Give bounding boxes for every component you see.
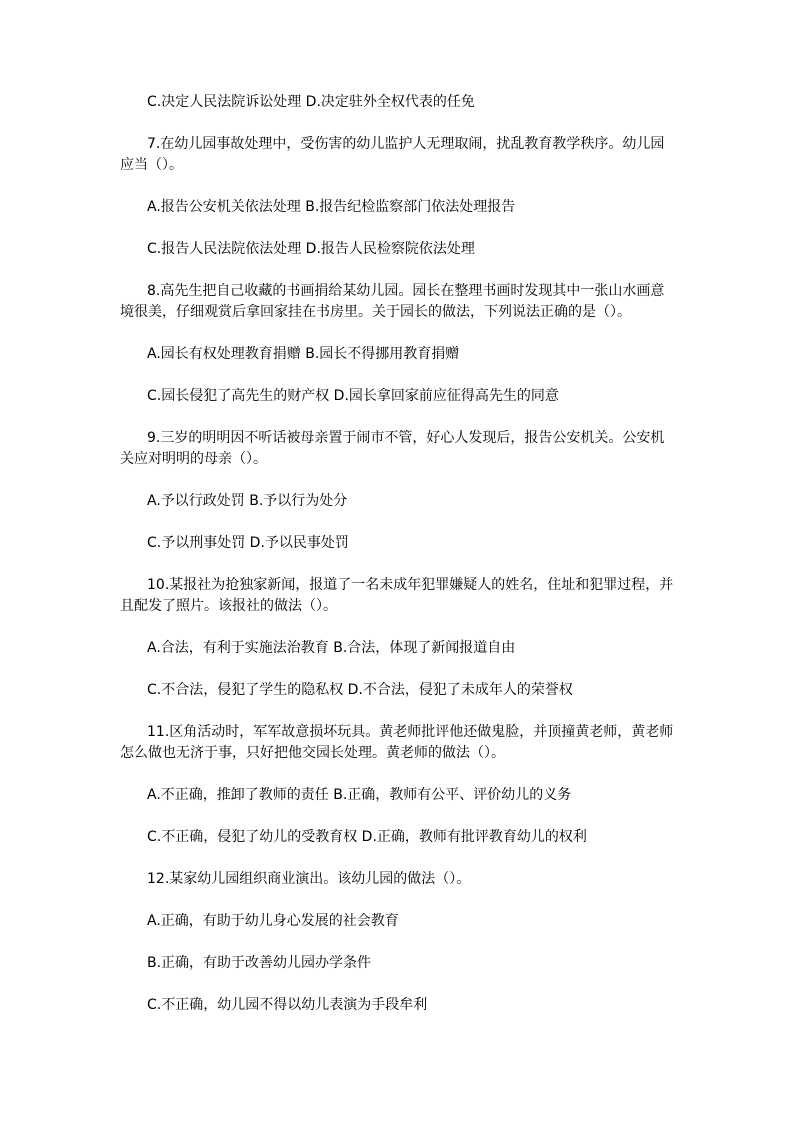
text-line: 9.三岁的明明因不听话被母亲置于闹市不管，好心人发现后，报告公安机关。公安机 — [147, 430, 665, 446]
paragraph — [120, 680, 680, 701]
paragraph — [120, 575, 680, 617]
paragraph — [120, 239, 680, 260]
text-line: A.园长有权处理教育捐赠 B.园长不得挪用教育捐赠 — [147, 346, 460, 362]
text-line: 怎么做也无济于事，只好把他交园长处理。黄老师的做法（）。 — [120, 745, 505, 761]
paragraph — [120, 785, 680, 806]
paragraph — [120, 722, 680, 764]
text-line: C.园长侵犯了高先生的财产权 D.园长拿回家前应征得高先生的同意 — [147, 388, 559, 404]
text-line: 境很美，仔细观赏后拿回家挂在书房里。关于园长的做法，下列说法正确的是（）。 — [120, 304, 631, 320]
text-line: C.报告人民法院依法处理 D.报告人民检察院依法处理 — [147, 241, 475, 257]
paragraph — [120, 638, 680, 659]
paragraph — [120, 491, 680, 512]
text-line: 10.某报社为抢独家新闻，报道了一名未成年犯罪嫌疑人的姓名，住址和犯罪过程，并 — [147, 577, 674, 593]
text-line: C.不合法，侵犯了学生的隐私权 D.不合法，侵犯了未成年人的荣誉权 — [147, 682, 573, 698]
paragraph — [120, 953, 680, 974]
text-line: C.予以刑事处罚 D.予以民事处罚 — [147, 535, 349, 551]
text-line: C.不正确，幼儿园不得以幼儿表演为手段牟利 — [147, 997, 428, 1013]
paragraph — [120, 134, 680, 176]
text-line: A.合法，有利于实施法治教育 B.合法，体现了新闻报道自由 — [147, 640, 516, 656]
text-line: A.予以行政处罚 B.予以行为处分 — [147, 493, 348, 509]
paragraph — [120, 428, 680, 470]
paragraph — [120, 995, 680, 1016]
document-body — [120, 92, 680, 1037]
text-line: A.正确，有助于幼儿身心发展的社会教育 — [147, 913, 399, 929]
text-line: 8.高先生把自己收藏的书画捐给某幼儿园。园长在整理书画时发现其中一张山水画意 — [147, 283, 665, 299]
text-line: 且配发了照片。该报社的做法（）。 — [120, 598, 337, 614]
text-line: 11.区角活动时，军军故意损坏玩具。黄老师批评他还做鬼脸，并顶撞黄老师，黄老师 — [147, 724, 674, 740]
text-line: C.决定人民法院诉讼处理 D.决定驻外全权代表的任免 — [147, 94, 475, 110]
paragraph — [120, 281, 680, 323]
paragraph — [120, 197, 680, 218]
paragraph — [120, 911, 680, 932]
paragraph — [120, 827, 680, 848]
paragraph — [120, 869, 680, 890]
paragraph — [120, 92, 680, 113]
paragraph — [120, 533, 680, 554]
text-line: C.不正确，侵犯了幼儿的受教育权 D.正确，教师有批评教育幼儿的权利 — [147, 829, 587, 845]
paragraph — [120, 344, 680, 365]
text-line: A.报告公安机关依法处理 B.报告纪检监察部门依法处理报告 — [147, 199, 516, 215]
text-line: 7.在幼儿园事故处理中，受伤害的幼儿监护人无理取闹，扰乱教育教学秩序。幼儿园 — [147, 136, 665, 152]
paragraph — [120, 386, 680, 407]
text-line: B.正确，有助于改善幼儿园办学条件 — [147, 955, 372, 971]
text-line: 关应对明明的母亲（）。 — [120, 451, 267, 467]
text-line: 12.某家幼儿园组织商业演出。该幼儿园的做法（）。 — [147, 871, 471, 887]
text-line: A.不正确，推卸了教师的责任 B.正确，教师有公平、评价幼儿的义务 — [147, 787, 572, 803]
text-line: 应当（）。 — [120, 157, 183, 173]
